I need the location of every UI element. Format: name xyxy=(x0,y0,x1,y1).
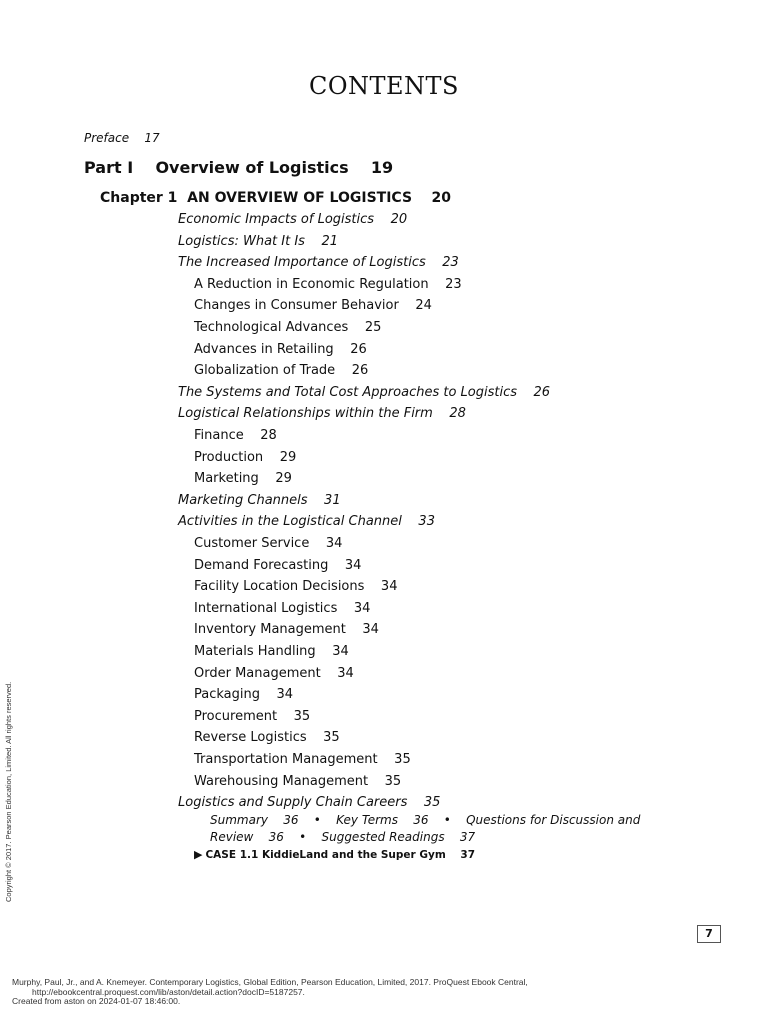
toc-part-heading: Part I Overview of Logistics 19 xyxy=(84,158,394,177)
toc-section-entry: Logistics: What It Is 21 xyxy=(178,234,339,249)
toc-subsection-entry: Facility Location Decisions 34 xyxy=(194,579,398,594)
toc-subsection-entry: Demand Forecasting 34 xyxy=(194,558,362,573)
toc-chapter-heading: Chapter 1 AN OVERVIEW OF LOGISTICS 20 xyxy=(100,190,452,206)
toc-section-entry: The Systems and Total Cost Approaches to Logistics 26 xyxy=(178,385,551,400)
citation-footer xyxy=(12,978,528,1007)
toc-preface: Preface 17 xyxy=(84,131,160,145)
toc-subsection-entry: Reverse Logistics 35 xyxy=(194,730,340,745)
toc-subsection-entry: Packaging 34 xyxy=(194,687,294,702)
toc-section-entry: Logistics and Supply Chain Careers 35 xyxy=(178,795,441,810)
toc-subsection-entry: Procurement 35 xyxy=(194,709,311,724)
triangle-right-icon: ▶ xyxy=(194,848,203,861)
toc-subsection-entry: Transportation Management 35 xyxy=(194,752,411,767)
summary-line: Review 36 • Suggested Readings 37 xyxy=(210,830,476,844)
toc-section-entry: Activities in the Logistical Channel 33 xyxy=(178,514,435,529)
toc-subsection-entry: Production 29 xyxy=(194,450,297,465)
case-entry xyxy=(194,848,475,861)
toc-subsection-entry: Order Management 34 xyxy=(194,666,354,681)
footer-line: Murphy, Paul, Jr., and A. Knemeyer. Contemporary Logistics, Global Edition, Pearson Education, Limited, 2017. ProQuest Ebook Central, xyxy=(12,977,528,987)
toc-subsection-entry: Globalization of Trade 26 xyxy=(194,363,369,378)
toc-subsection-entry: Materials Handling 34 xyxy=(194,644,349,659)
toc-subsection-entry: Customer Service 34 xyxy=(194,536,343,551)
toc-subsection-entry: Advances in Retailing 26 xyxy=(194,342,367,357)
footer-url: http://ebookcentral.proquest.com/lib/aston/detail.action?docID=5187257. xyxy=(32,986,305,997)
toc-section-entry: Economic Impacts of Logistics 20 xyxy=(178,212,408,227)
case-title: CASE 1.1 KiddieLand and the Super Gym 37 xyxy=(205,848,476,861)
toc-subsection-entry: A Reduction in Economic Regulation 23 xyxy=(194,277,462,292)
page-title: CONTENTS xyxy=(308,72,459,100)
copyright-notice: Copyright © 2017. Pearson Education, Limited. All rights reserved. xyxy=(4,681,13,902)
toc-subsection-entry: Inventory Management 34 xyxy=(194,622,379,637)
toc-section-entry: Marketing Channels 31 xyxy=(178,493,341,508)
footer-line: Created from aston on 2024-01-07 18:46:00. xyxy=(12,996,181,1006)
toc-section-entry: Logistical Relationships within the Firm 28 xyxy=(178,406,466,421)
page-number-box: 7 xyxy=(697,925,721,943)
toc-subsection-entry: Changes in Consumer Behavior 24 xyxy=(194,298,432,313)
toc-subsection-entry: Technological Advances 25 xyxy=(194,320,382,335)
summary-line: Summary 36 • Key Terms 36 • Questions for Discussion and xyxy=(210,813,641,827)
toc-subsection-entry: International Logistics 34 xyxy=(194,601,371,616)
toc-section-entry: The Increased Importance of Logistics 23 xyxy=(178,255,459,270)
toc-subsection-entry: Marketing 29 xyxy=(194,471,292,486)
toc-subsection-entry: Warehousing Management 35 xyxy=(194,774,402,789)
chapter-summary xyxy=(210,812,641,846)
toc-subsection-entry: Finance 28 xyxy=(194,428,277,443)
